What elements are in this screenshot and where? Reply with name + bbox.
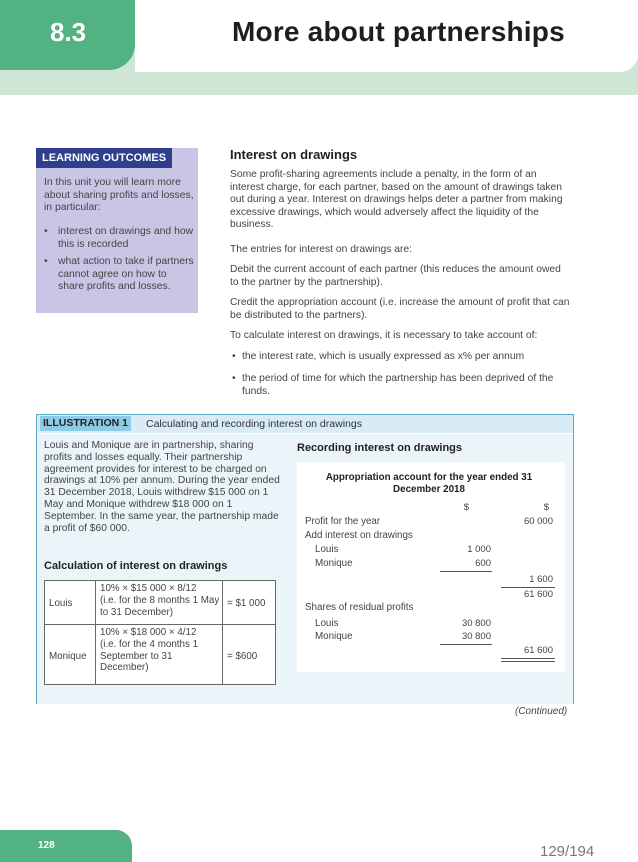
- bullet-icon: •: [232, 373, 236, 384]
- underline: [440, 644, 492, 645]
- section-heading: Interest on drawings: [230, 147, 358, 162]
- paragraph: To calculate interest on drawings, it is necessary to take account of:: [230, 330, 538, 341]
- table-cell-formula: 10% × $15 000 × 8/12: [100, 583, 197, 594]
- paragraph: The entries for interest on drawings are:: [230, 244, 413, 255]
- illustration-text: Louis and Monique are in partnership, sharing profits and losses equally. Their partnership agreement provides for interest to be charged on drawings at 10% per annum. During the year ended 31 December 2018, Louis withdrew $15 000 on 1 May and Monique withdrew $18 000 on 1 September. In the same year, the partnership made a profit of $60 000.: [44, 440, 280, 534]
- page-number: 128: [38, 840, 55, 851]
- footer-tab: [0, 830, 132, 862]
- account-value: 60 000: [523, 516, 553, 527]
- account-value: 61 600: [523, 589, 553, 600]
- account-value: 1 000: [467, 544, 491, 555]
- table-divider: [222, 581, 223, 684]
- page-counter: 129/194: [540, 843, 595, 860]
- learning-outcomes-heading: LEARNING OUTCOMES: [36, 148, 172, 168]
- table-divider: [95, 581, 96, 684]
- unit-number: 8.3: [50, 17, 87, 47]
- underline: [440, 571, 492, 572]
- account-title: Appropriation account for the year ended 31 December 2018: [325, 472, 533, 495]
- account-line-label: Add interest on drawings: [305, 530, 413, 541]
- table-cell-partner: Monique: [49, 651, 87, 662]
- table-cell-note: (i.e. for the 8 months 1 May to 31 December): [100, 595, 220, 618]
- illustration-title: Calculating and recording interest on drawings: [146, 418, 362, 430]
- account-line-label: Monique: [315, 631, 353, 642]
- account-value: 30 800: [461, 631, 491, 642]
- double-underline: [501, 658, 555, 659]
- bullet-icon: •: [44, 256, 48, 267]
- account-line-label: Monique: [315, 558, 353, 569]
- bullet-icon: •: [44, 226, 48, 237]
- learning-outcomes-intro: In this unit you will learn more about sharing profits and losses, in particular:: [44, 177, 194, 213]
- bullet-item: • the period of time for which the partnership has been deprived of the funds.: [232, 373, 554, 397]
- recording-heading: Recording interest on drawings: [297, 442, 463, 454]
- table-cell-partner: Louis: [49, 598, 73, 609]
- table-cell-formula: 10% × $18 000 × 4/12: [100, 627, 197, 638]
- bullet-icon: •: [232, 351, 236, 362]
- account-line-label: Profit for the year: [305, 516, 381, 527]
- continued-note: (Continued): [515, 706, 568, 717]
- account-line-label: Louis: [315, 544, 339, 555]
- chapter-title: More about partnerships: [232, 16, 565, 47]
- paragraph: Credit the appropriation account (i.e. increase the amount of profit that can be distributed to the partners).: [230, 297, 570, 321]
- column-header: $: [463, 502, 469, 513]
- account-value: 1 600: [529, 574, 553, 585]
- underline: [501, 587, 555, 588]
- paragraph: Debit the current account of each partner (this reduces the amount owed to the partner by the partnership).: [230, 264, 561, 288]
- calculation-table: [44, 580, 276, 685]
- table-cell-note: (i.e. for the 4 months 1 September to 31 December): [100, 639, 199, 673]
- table-cell-result: = $600: [227, 651, 258, 662]
- account-line-label: Shares of residual profits: [305, 602, 414, 613]
- bullet-item: • the interest rate, which is usually expressed as x% per annum: [232, 351, 525, 362]
- calculation-heading: Calculation of interest on drawings: [44, 560, 228, 572]
- column-header: $: [543, 502, 549, 513]
- appropriation-account: [297, 462, 565, 672]
- learning-outcome-item: • interest on drawings and how this is recorded: [44, 226, 194, 250]
- learning-outcome-item: • what action to take if partners cannot agree on how to share profits and losses.: [44, 256, 194, 292]
- account-value: 30 800: [461, 618, 491, 629]
- account-value: 61 600: [523, 645, 553, 656]
- paragraph: Some profit-sharing agreements include a penalty, in the form of an interest charge, for each partner, based on the amount of drawings taken out during a year. Interest on drawings helps deter a partner from making excessive drawings, which would adversely affect the liquidity of the business.: [230, 169, 563, 231]
- table-cell-result: = $1 000: [227, 598, 266, 609]
- double-underline: [501, 661, 555, 662]
- account-value: 600: [475, 558, 491, 569]
- account-line-label: Louis: [315, 618, 339, 629]
- table-divider: [45, 624, 275, 625]
- illustration-label: ILLUSTRATION 1: [40, 416, 131, 431]
